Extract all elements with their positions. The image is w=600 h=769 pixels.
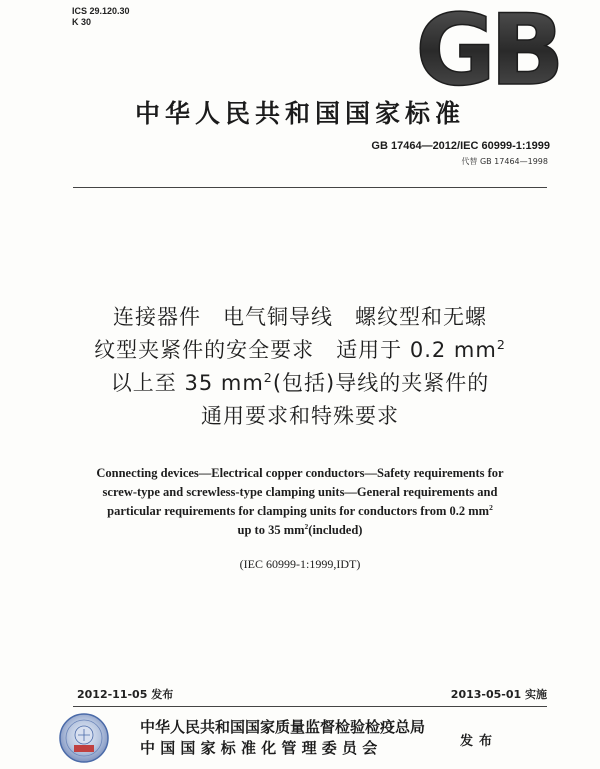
title-en-line-4-text: up to 35 mm (237, 523, 305, 537)
standard-type-title: 中华人民共和国国家标准 (134, 99, 465, 128)
title-en-line-1: Connecting devices—Electrical copper conductors—Safety requirements for (96, 466, 504, 480)
title-cn-line-4: 通用要求和特殊要求 (201, 404, 399, 428)
anti-counterfeit-seal-icon (58, 712, 110, 764)
title-en-line-2: screw-type and screwless-type clamping units—General requirements and (102, 485, 498, 499)
title-cn-line-2 (20, 334, 580, 367)
title-cn-line-3-suffix: (包括)导线的夹紧件的 (272, 371, 490, 395)
title-english (30, 464, 570, 540)
implementation-date: 2013-05-01 实施 (450, 688, 547, 701)
gb-logo (412, 4, 562, 96)
issuing-authorities (140, 717, 425, 759)
title-cn-line-3 (20, 367, 580, 400)
title-en-line-4 (30, 521, 570, 540)
title-en-line-4-suffix: (included) (308, 523, 363, 537)
international-equivalence: (IEC 60999-1:1999,IDT) (239, 557, 361, 571)
top-divider (73, 187, 547, 188)
title-chinese (20, 301, 580, 433)
standard-number: GB 17464—2012/IEC 60999-1:1999 (371, 140, 550, 152)
ccs-code: K 30 (72, 17, 92, 27)
authority-sac: 中国国家标准化管理委员会 (140, 739, 383, 757)
bottom-divider (73, 706, 547, 707)
title-cn-line-1: 连接器件 电气铜导线 螺纹型和无螺 (113, 305, 487, 329)
title-cn-line-3-sup: 2 (263, 370, 273, 385)
title-en-line-3 (30, 502, 570, 521)
title-cn-line-2-sup: 2 (496, 337, 506, 352)
title-cn-line-2-text: 纹型夹紧件的安全要求 适用于 0.2 mm (94, 338, 497, 362)
title-cn-line-3-text: 以上至 35 mm (110, 371, 264, 395)
gb-logo-text: GB (415, 4, 559, 96)
title-en-line-3-text: particular requirements for clamping units for conductors from 0.2 mm (107, 504, 490, 518)
issue-date: 2012-11-05 发布 (77, 688, 174, 701)
publish-label: 发布 (460, 734, 499, 749)
title-en-line-3-sup: 2 (489, 502, 493, 512)
authority-aqsiq: 中华人民共和国国家质量监督检验检疫总局 (140, 718, 426, 736)
classification-codes (72, 6, 130, 28)
ics-code: ICS 29.120.30 (72, 6, 130, 16)
replaces-standard: 代替 GB 17464—1998 (461, 157, 548, 166)
title-en-line-4-sup: 2 (304, 521, 309, 531)
